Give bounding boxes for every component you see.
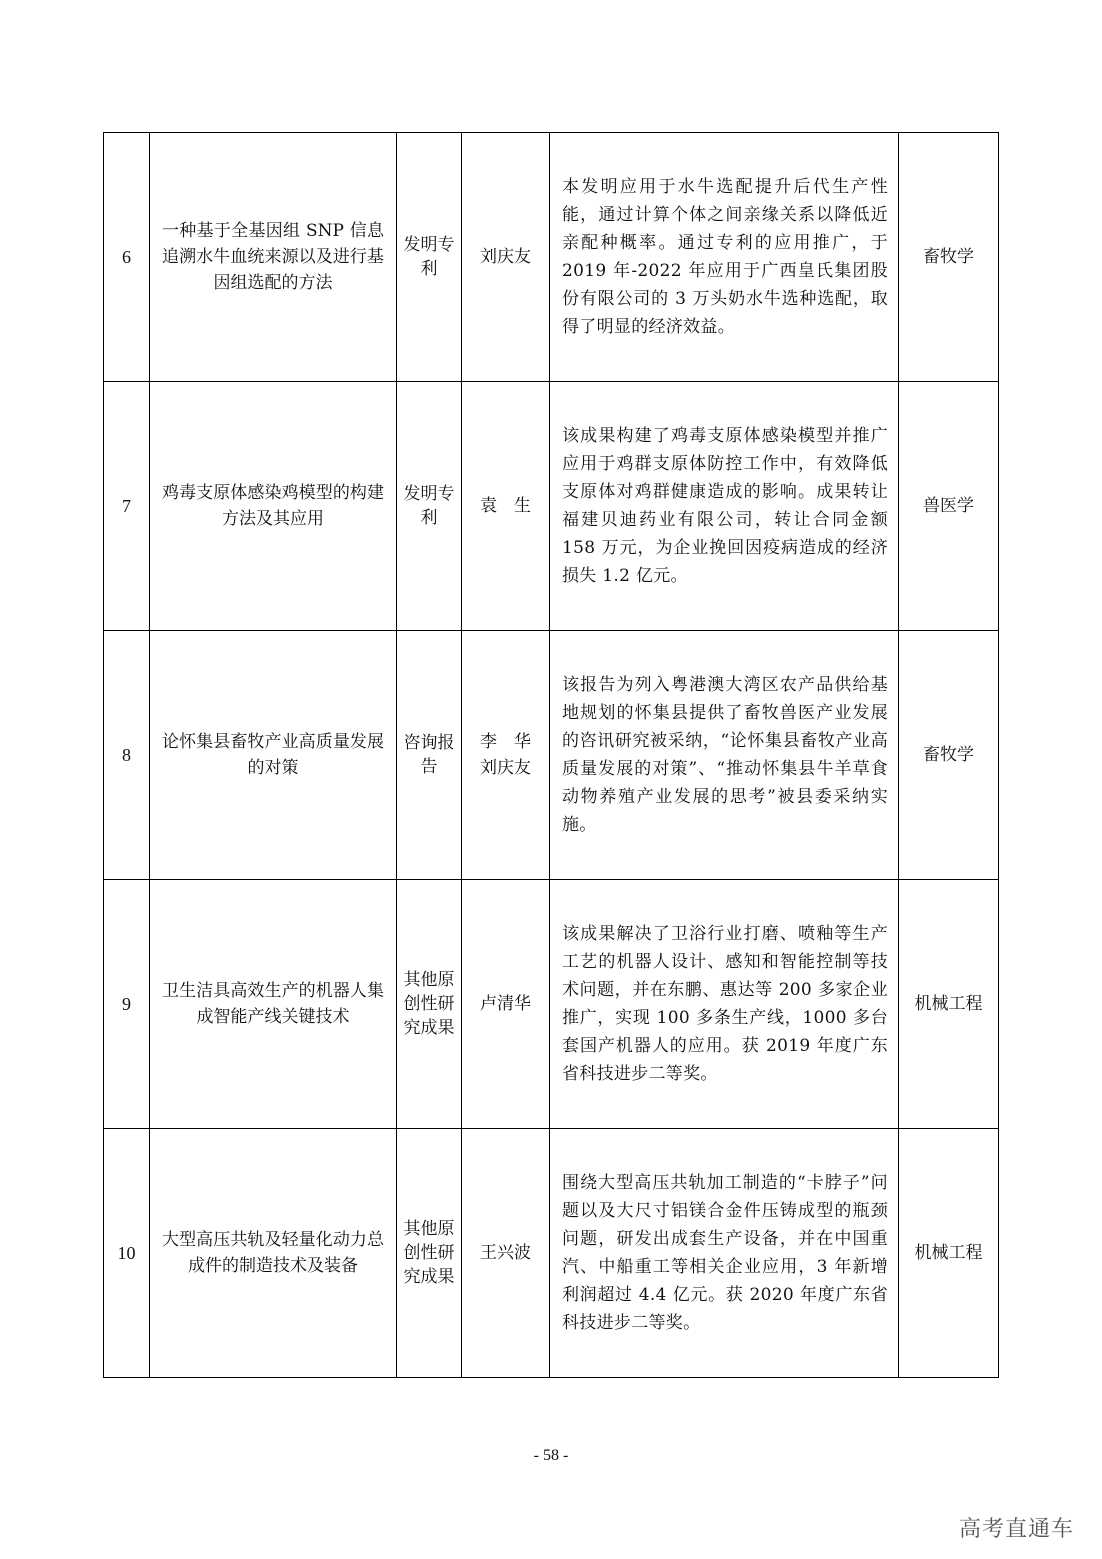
table-row xyxy=(104,631,999,880)
achievement-name: 论怀集县畜牧产业高质量发展的对策 xyxy=(150,631,397,880)
author: 刘庆友 xyxy=(462,133,550,382)
achievement-description: 本发明应用于水牛选配提升后代生产性能，通过计算个体之间亲缘关系以降低近亲配种概率。通过专利的应用推广，于 2019 年-2022 年应用于广西皇氏集团股份有限公司的 3 万头奶水牛选种选配，取得了明显的经济效益。 xyxy=(550,133,899,382)
discipline: 机械工程 xyxy=(899,880,999,1129)
discipline: 畜牧学 xyxy=(899,631,999,880)
achievement-type: 发明专利 xyxy=(397,133,462,382)
discipline: 机械工程 xyxy=(899,1129,999,1378)
row-number: 8 xyxy=(104,631,150,880)
author: 李 华 刘庆友 xyxy=(462,631,550,880)
discipline: 兽医学 xyxy=(899,382,999,631)
achievement-description: 该成果解决了卫浴行业打磨、喷釉等生产工艺的机器人设计、感知和智能控制等技术问题，并在东鹏、惠达等 200 多家企业推广，实现 100 多条生产线，1000 多台套国产机器人的应用。获 2019 年度广东省科技进步二等奖。 xyxy=(550,880,899,1129)
table-row xyxy=(104,382,999,631)
table-row xyxy=(104,133,999,382)
row-number: 6 xyxy=(104,133,150,382)
achievement-name: 大型高压共轨及轻量化动力总成件的制造技术及装备 xyxy=(150,1129,397,1378)
achievements-table xyxy=(103,132,999,1378)
table-row xyxy=(104,1129,999,1378)
row-number: 9 xyxy=(104,880,150,1129)
achievement-description: 该成果构建了鸡毒支原体感染模型并推广应用于鸡群支原体防控工作中，有效降低支原体对鸡群健康造成的影响。成果转让福建贝迪药业有限公司，转让合同金额 158 万元，为企业挽回因疫病造成的经济损失 1.2 亿元。 xyxy=(550,382,899,631)
achievement-type: 发明专利 xyxy=(397,382,462,631)
achievement-description: 围绕大型高压共轨加工制造的“卡脖子”问题以及大尺寸铝镁合金件压铸成型的瓶颈问题，研发出成套生产设备，并在中国重汽、中船重工等相关企业应用，3 年新增利润超过 4.4 亿元。获 2020 年度广东省科技进步二等奖。 xyxy=(550,1129,899,1378)
achievement-description: 该报告为列入粤港澳大湾区农产品供给基地规划的怀集县提供了畜牧兽医产业发展的咨讯研究被采纳，“论怀集县畜牧产业高质量发展的对策”、“推动怀集县牛羊草食动物养殖产业发展的思考”被县委采纳实施。 xyxy=(550,631,899,880)
table-row xyxy=(104,880,999,1129)
author: 王兴波 xyxy=(462,1129,550,1378)
achievement-type: 其他原创性研究成果 xyxy=(397,1129,462,1378)
author: 卢清华 xyxy=(462,880,550,1129)
watermark: 高考直通车 xyxy=(958,1517,1074,1542)
achievement-name: 卫生洁具高效生产的机器人集成智能产线关键技术 xyxy=(150,880,397,1129)
achievement-type: 其他原创性研究成果 xyxy=(397,880,462,1129)
achievement-type: 咨询报告 xyxy=(397,631,462,880)
author: 袁 生 xyxy=(462,382,550,631)
row-number: 10 xyxy=(104,1129,150,1378)
page-number: - 58 - xyxy=(533,1447,569,1464)
achievement-name: 一种基于全基因组 SNP 信息追溯水牛血统来源以及进行基因组选配的方法 xyxy=(150,133,397,382)
row-number: 7 xyxy=(104,382,150,631)
achievement-name: 鸡毒支原体感染鸡模型的构建方法及其应用 xyxy=(150,382,397,631)
discipline: 畜牧学 xyxy=(899,133,999,382)
